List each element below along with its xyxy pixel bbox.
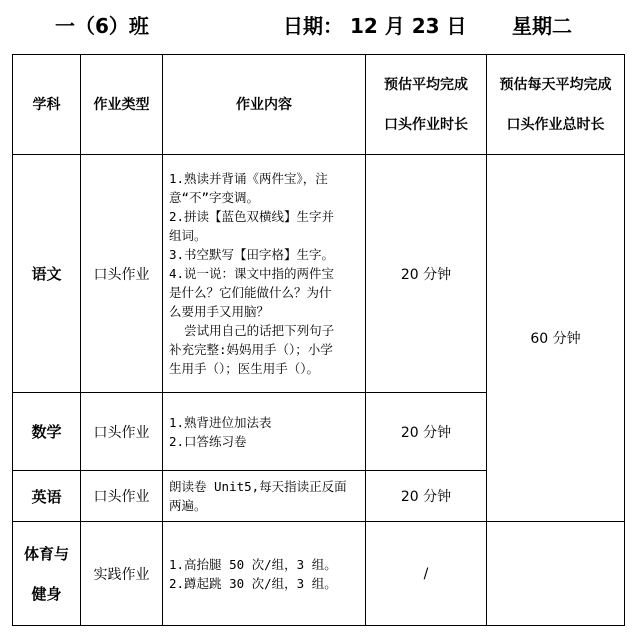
table-row-chinese <box>13 155 625 393</box>
subject-cell <box>13 522 81 626</box>
class-name: 一（6）班 <box>55 14 149 38</box>
content-line: 1.高抬腿 50 次/组，3 组。 <box>169 556 337 572</box>
column-header-type: 作业类型 <box>81 55 163 155</box>
content-line: 组词。 <box>169 228 207 243</box>
column-header-daily-total-line2: 口头作业总时长 <box>506 116 605 133</box>
column-header-avg-time <box>366 55 487 155</box>
daily-total-cell: 60 分钟 <box>487 155 625 522</box>
content-line: 3.书空默写【田字格】生字。 <box>169 247 335 262</box>
type-cell: 实践作业 <box>81 522 163 626</box>
page-header <box>0 10 633 40</box>
content-line: 生用手（）；医生用手（）。 <box>169 361 320 376</box>
column-header-subject: 学科 <box>13 55 81 155</box>
subject-cell: 语文 <box>13 155 81 393</box>
date-label: 日期： 12 月 23 日 <box>283 14 467 38</box>
content-line: 1.熟背进位加法表 <box>169 414 272 430</box>
content-cell <box>163 471 366 522</box>
content-line: 意“不”字变调。 <box>169 190 260 205</box>
avg-time-cell: / <box>366 522 487 626</box>
content-line: 4.说一说：课文中指的两件宝 <box>169 266 335 281</box>
avg-time-cell: 20 分钟 <box>366 393 487 471</box>
content-cell <box>163 155 366 393</box>
content-line: 尝试用自己的话把下列句子 <box>169 323 335 338</box>
subject-line2: 健身 <box>31 584 62 603</box>
content-line: 1.熟读并背诵《两件宝》，注 <box>169 171 328 186</box>
column-header-content: 作业内容 <box>163 55 366 155</box>
subject-cell: 数学 <box>13 393 81 471</box>
type-cell: 口头作业 <box>81 393 163 471</box>
content-line: 么要用手又用脑？ <box>169 304 270 319</box>
column-header-avg-time-line1: 预估平均完成 <box>384 76 468 93</box>
type-cell: 口头作业 <box>81 471 163 522</box>
content-line: 补充完整:妈妈用手（）；小学 <box>169 342 333 357</box>
column-header-avg-time-line2: 口头作业时长 <box>384 116 468 133</box>
table-row-pe <box>13 522 625 626</box>
content-line: 2.蹲起跳 30 次/组，3 组。 <box>169 575 337 591</box>
subject-cell: 英语 <box>13 471 81 522</box>
homework-table <box>12 54 625 626</box>
content-cell <box>163 393 366 471</box>
type-cell: 口头作业 <box>81 155 163 393</box>
weekday-label: 星期二 <box>512 14 572 38</box>
column-header-daily-total-line1: 预估每天平均完成 <box>499 76 612 93</box>
table-header-row <box>13 55 625 155</box>
daily-total-empty-cell <box>487 522 625 626</box>
content-line: 两遍。 <box>169 498 207 513</box>
content-line: 是什么？它们能做什么？为什 <box>169 285 332 300</box>
content-line: 2.拼读【蓝色双横线】生字并 <box>169 209 335 224</box>
subject-line1: 体育与 <box>23 544 69 563</box>
avg-time-cell: 20 分钟 <box>366 155 487 393</box>
content-line: 2.口答练习卷 <box>169 433 247 449</box>
content-cell <box>163 522 366 626</box>
content-line: 朗读卷 Unit5,每天指读正反面 <box>169 479 347 494</box>
avg-time-cell: 20 分钟 <box>366 471 487 522</box>
column-header-daily-total <box>487 55 625 155</box>
